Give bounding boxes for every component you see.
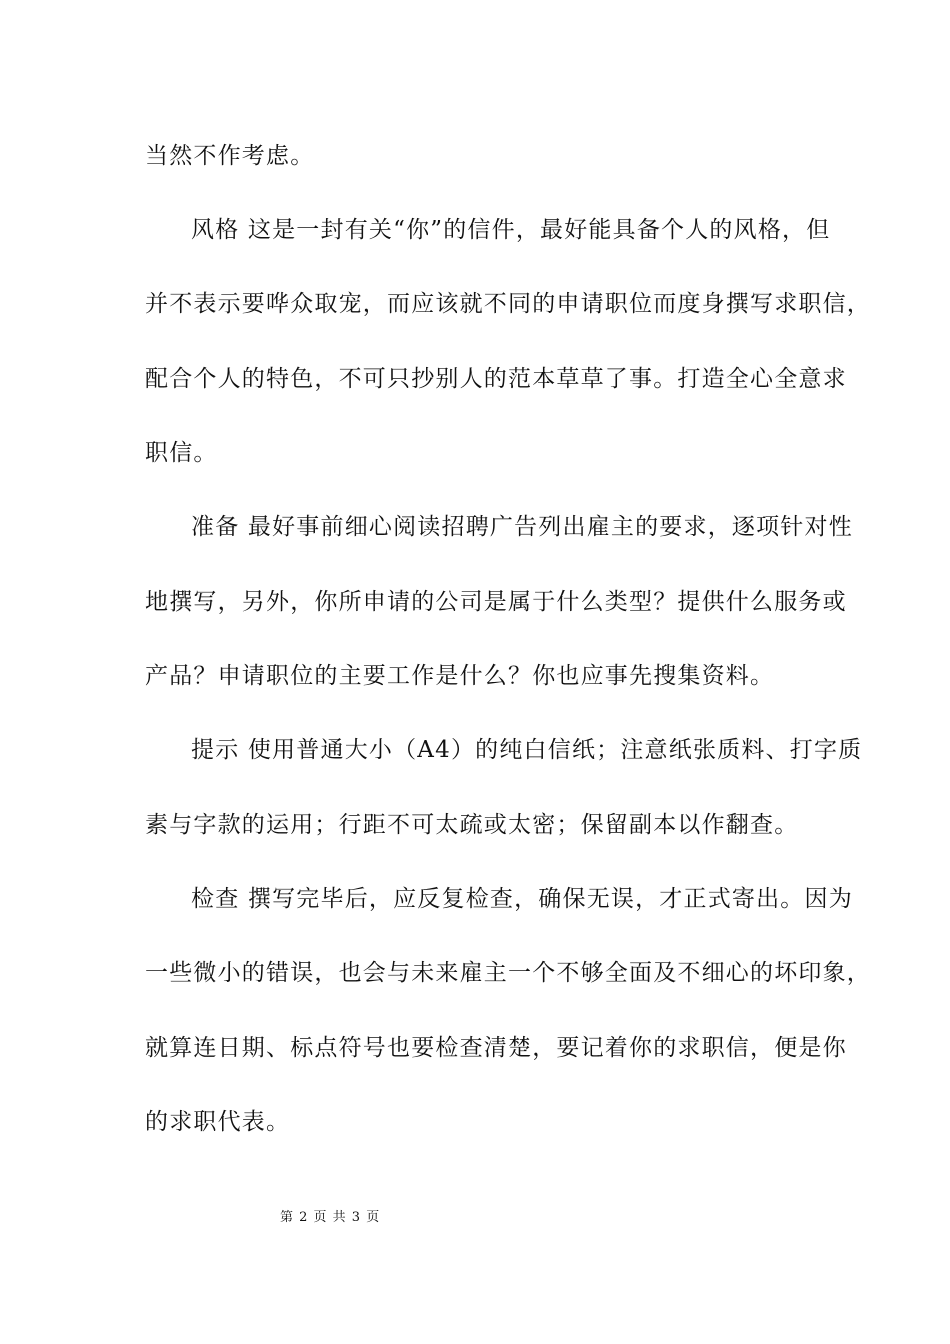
text-line: 准备 最好事前细心阅读招聘广告列出雇主的要求，逐项针对性 bbox=[191, 514, 853, 540]
text-line: 并不表示要哗众取宠，而应该就不同的申请职位而度身撰写求职信， bbox=[145, 291, 871, 317]
text-line: 职信。 bbox=[145, 440, 218, 466]
text-line: 一些微小的错误，也会与未来雇主一个不够全面及不细心的坏印象， bbox=[145, 960, 871, 986]
text-line: 检查 撰写完毕后，应反复检查，确保无误，才正式寄出。因为 bbox=[191, 886, 853, 912]
text-line: 提示 使用普通大小（A4）的纯白信纸；注意纸张质料、打字质 bbox=[191, 737, 863, 763]
text-line: 风格 这是一封有关“你”的信件，最好能具备个人的风格，但 bbox=[191, 217, 831, 243]
text-line: 当然不作考虑。 bbox=[145, 143, 315, 169]
text-line: 素与字款的运用；行距不可太疏或太密；保留副本以作翻查。 bbox=[145, 812, 799, 838]
text-line: 就算连日期、标点符号也要检查清楚，要记着你的求职信，便是你 bbox=[145, 1035, 847, 1061]
text-line: 的求职代表。 bbox=[145, 1109, 291, 1135]
text-line: 产品？申请职位的主要工作是什么？你也应事先搜集资料。 bbox=[145, 663, 775, 689]
page-number: 第 2 页 共 3 页 bbox=[280, 1210, 381, 1225]
text-line: 配合个人的特色，不可只抄别人的范本草草了事。打造全心全意求 bbox=[145, 366, 847, 392]
text-line: 地撰写，另外，你所申请的公司是属于什么类型？提供什么服务或 bbox=[145, 589, 847, 615]
